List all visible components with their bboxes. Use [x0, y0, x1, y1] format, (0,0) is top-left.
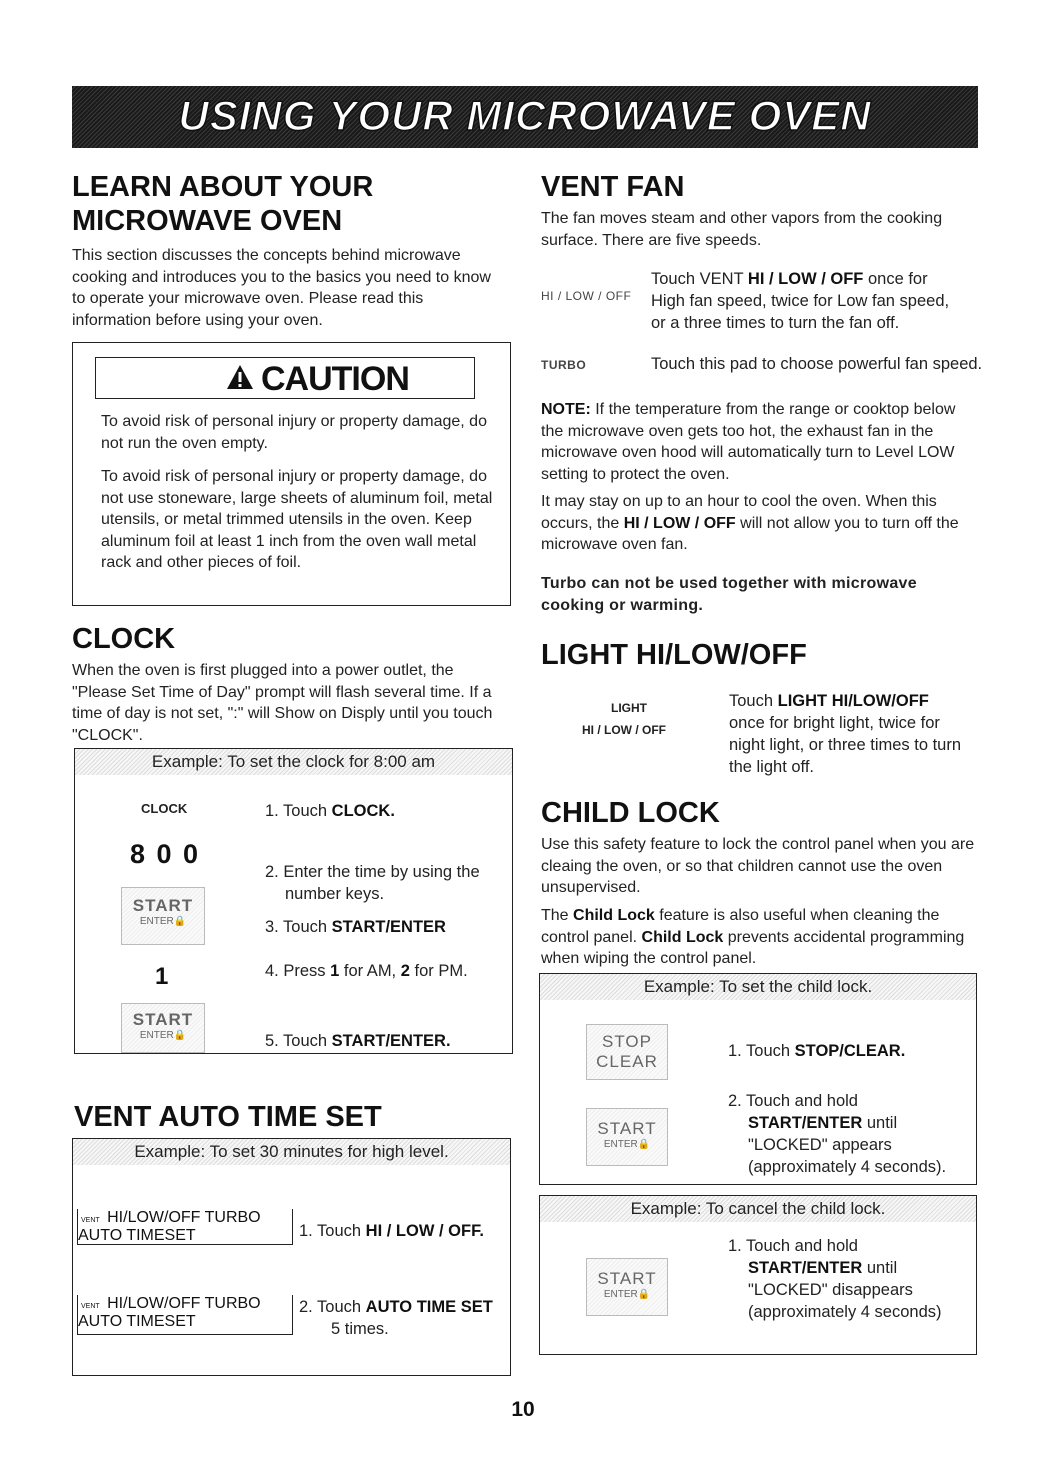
start-enter-key-4 [586, 1258, 668, 1316]
caution-header [95, 357, 475, 399]
vent-auto-box [72, 1138, 511, 1376]
stop-label: STOP [602, 1032, 652, 1051]
child-body1: Use this safety feature to lock the control panel when you are cleaing the oven, or so that children cannot use the oven unsupervised. [541, 836, 975, 896]
child-cancel-l1: 1. Touch and hold [728, 1237, 858, 1255]
start-label-2: START [132, 1010, 194, 1029]
child-set-box [539, 973, 977, 1185]
panel1-turbo-label: TURBO [204, 1209, 261, 1226]
child-cancel-box [539, 1195, 977, 1355]
vent-auto-step1: 1. Touch HI / LOW / OFF. [299, 1222, 484, 1240]
vent-fan-turbo-text: Touch this pad to choose powerful fan speed. [651, 355, 983, 373]
light-t2: once for bright light, twice for [729, 714, 940, 732]
panel1-vent-label: VENT [78, 1217, 103, 1224]
clock-key-label: CLOCK [141, 801, 188, 816]
child-lock-title: CHILD LOCK [541, 797, 720, 829]
vent-fan-hi-l2: High fan speed, twice for Low fan speed, [651, 292, 950, 310]
light-key-l2: HI / LOW / OFF [582, 723, 666, 737]
vent-panel-2 [77, 1295, 293, 1335]
start-enter-key-2 [121, 1003, 205, 1053]
child-set-step2-l2: START/ENTER until [748, 1114, 898, 1132]
enter-label-2: ENTER🔒 [139, 1030, 187, 1041]
clear-label: CLEAR [596, 1052, 658, 1071]
light-key-l1: LIGHT [611, 701, 647, 715]
vent-fan-hi-key: HI / LOW / OFF [541, 289, 632, 303]
light-t3: night light, or three times to turn [729, 736, 962, 754]
turbo-warning: Turbo can not be used together with microwave cooking or warming. [541, 575, 917, 614]
vent-fan-title: VENT FAN [541, 171, 685, 203]
light-title: LIGHT HI/LOW/OFF [541, 639, 807, 671]
child-cancel-l2: START/ENTER until [748, 1259, 898, 1277]
caution-box [72, 342, 511, 606]
warning-triangle-icon [226, 364, 254, 395]
vent-fan-turbo-key: TURBO [541, 358, 587, 372]
enter-label-1: ENTER🔒 [139, 916, 187, 927]
vent-fan-hi-l3: or a three times to turn the fan off. [651, 314, 900, 332]
child-set-example: Example: To set the child lock. [540, 974, 976, 1000]
child-set-step1: 1. Touch STOP/CLEAR. [728, 1042, 906, 1060]
panel2-hi-label: HI/LOW/OFF [107, 1295, 201, 1312]
page-banner [72, 86, 978, 148]
clock-step2-l1: 2. Enter the time by using the [265, 863, 480, 881]
start-enter-key-1 [121, 887, 205, 945]
banner-title: USING YOUR MICROWAVE OVEN [178, 92, 872, 139]
panel2-auto-label: AUTO [78, 1313, 123, 1330]
clock-step4: 4. Press 1 for AM, 2 for PM. [265, 962, 468, 980]
child-set-step2-l4: (approximately 4 seconds). [748, 1158, 947, 1176]
child-set-step2-l3: "LOCKED" appears [748, 1136, 892, 1154]
digit-one: 1 [155, 963, 169, 990]
clock-body: When the oven is first plugged into a power outlet, the "Please Set Time of Day" prompt will flash several time. If a time of day is not set, ":" will Show on Disply until you touch "CLOCK". [72, 662, 493, 744]
vent-auto-step2: 2. Touch AUTO TIME SET [299, 1298, 493, 1316]
enter-label-3: ENTER🔒 [603, 1139, 651, 1150]
clock-step5: 5. Touch START/ENTER. [265, 1032, 451, 1050]
child-cancel-l3: "LOCKED" disappears [748, 1281, 913, 1299]
panel1-auto-label: AUTO [78, 1227, 123, 1244]
vent-panel-1 [77, 1209, 293, 1245]
child-cancel-l4: (approximately 4 seconds) [748, 1303, 942, 1321]
start-label-1: START [132, 896, 194, 915]
panel2-timeset-label: TIMESET [126, 1313, 196, 1330]
clock-example-box [74, 748, 513, 1054]
learn-title-1: LEARN ABOUT YOUR [72, 171, 374, 203]
panel2-turbo-label: TURBO [204, 1295, 261, 1312]
panel2-vent-label: VENT [78, 1303, 103, 1310]
vent-fan-note: NOTE: If the temperature from the range or cooktop below the microwave oven gets too hot, the exhaust fan in the microwave oven hood will automatically turn to Level LOW setting to protect the oven. [541, 401, 956, 483]
child-body2: The Child Lock feature is also useful when cleaning the control panel. Child Lock prevents accidental programming when wiping the control panel. [541, 907, 965, 967]
learn-body: This section discusses the concepts behind microwave cooking and introduces you to the basics you need to know to operate your microwave oven. Please read this information before using your oven. [72, 247, 491, 329]
clock-step3: 3. Touch START/ENTER [265, 918, 446, 936]
learn-title-2: MICROWAVE OVEN [72, 205, 343, 237]
enter-label-4: ENTER🔒 [603, 1289, 651, 1300]
caution-p2: To avoid risk of personal injury or property damage, do not use stoneware, large sheets of aluminum foil, metal utensils, or metal trimmed utensils in the oven. Keep aluminum foil at least 1 inch from the oven wall metal rack and other pieces of foil. [101, 468, 493, 571]
start-label-3: START [597, 1119, 657, 1138]
vent-fan-stay: It may stay on up to an hour to cool the oven. When this occurs, the HI / LOW / OFF will not allow you to turn off the microwave oven fan. [541, 493, 959, 553]
caution-heading: CAUTION [261, 360, 409, 398]
vent-auto-title: VENT AUTO TIME SET [74, 1101, 382, 1133]
stop-clear-key [586, 1024, 668, 1080]
caution-p1: To avoid risk of personal injury or property damage, do not run the oven empty. [101, 413, 487, 452]
panel1-hi-label: HI/LOW/OFF [107, 1209, 201, 1226]
light-t1: Touch LIGHT HI/LOW/OFF [729, 692, 929, 710]
clock-title: CLOCK [72, 623, 176, 655]
start-label-4: START [597, 1269, 657, 1288]
vent-fan-body: The fan moves steam and other vapors from the cooking surface. There are five speeds. [541, 210, 943, 249]
panel1-timeset-label: TIMESET [126, 1227, 196, 1244]
clock-step2-l2: number keys. [285, 885, 385, 903]
clock-example-header: Example: To set the clock for 8:00 am [75, 749, 512, 775]
page-number: 10 [511, 1398, 535, 1421]
vent-auto-step2-l2: 5 times. [331, 1320, 389, 1338]
child-cancel-example: Example: To cancel the child lock. [540, 1196, 976, 1222]
clock-step1: 1. Touch CLOCK. [265, 802, 395, 820]
start-enter-key-3 [586, 1108, 668, 1166]
clock-digits: 8 0 0 [130, 839, 201, 869]
child-set-step2-l1: 2. Touch and hold [728, 1092, 858, 1110]
vent-fan-hi-l1: Touch VENT HI / LOW / OFF once for [651, 270, 928, 288]
vent-auto-example: Example: To set 30 minutes for high level. [73, 1139, 510, 1165]
light-t4: the light off. [729, 758, 815, 776]
